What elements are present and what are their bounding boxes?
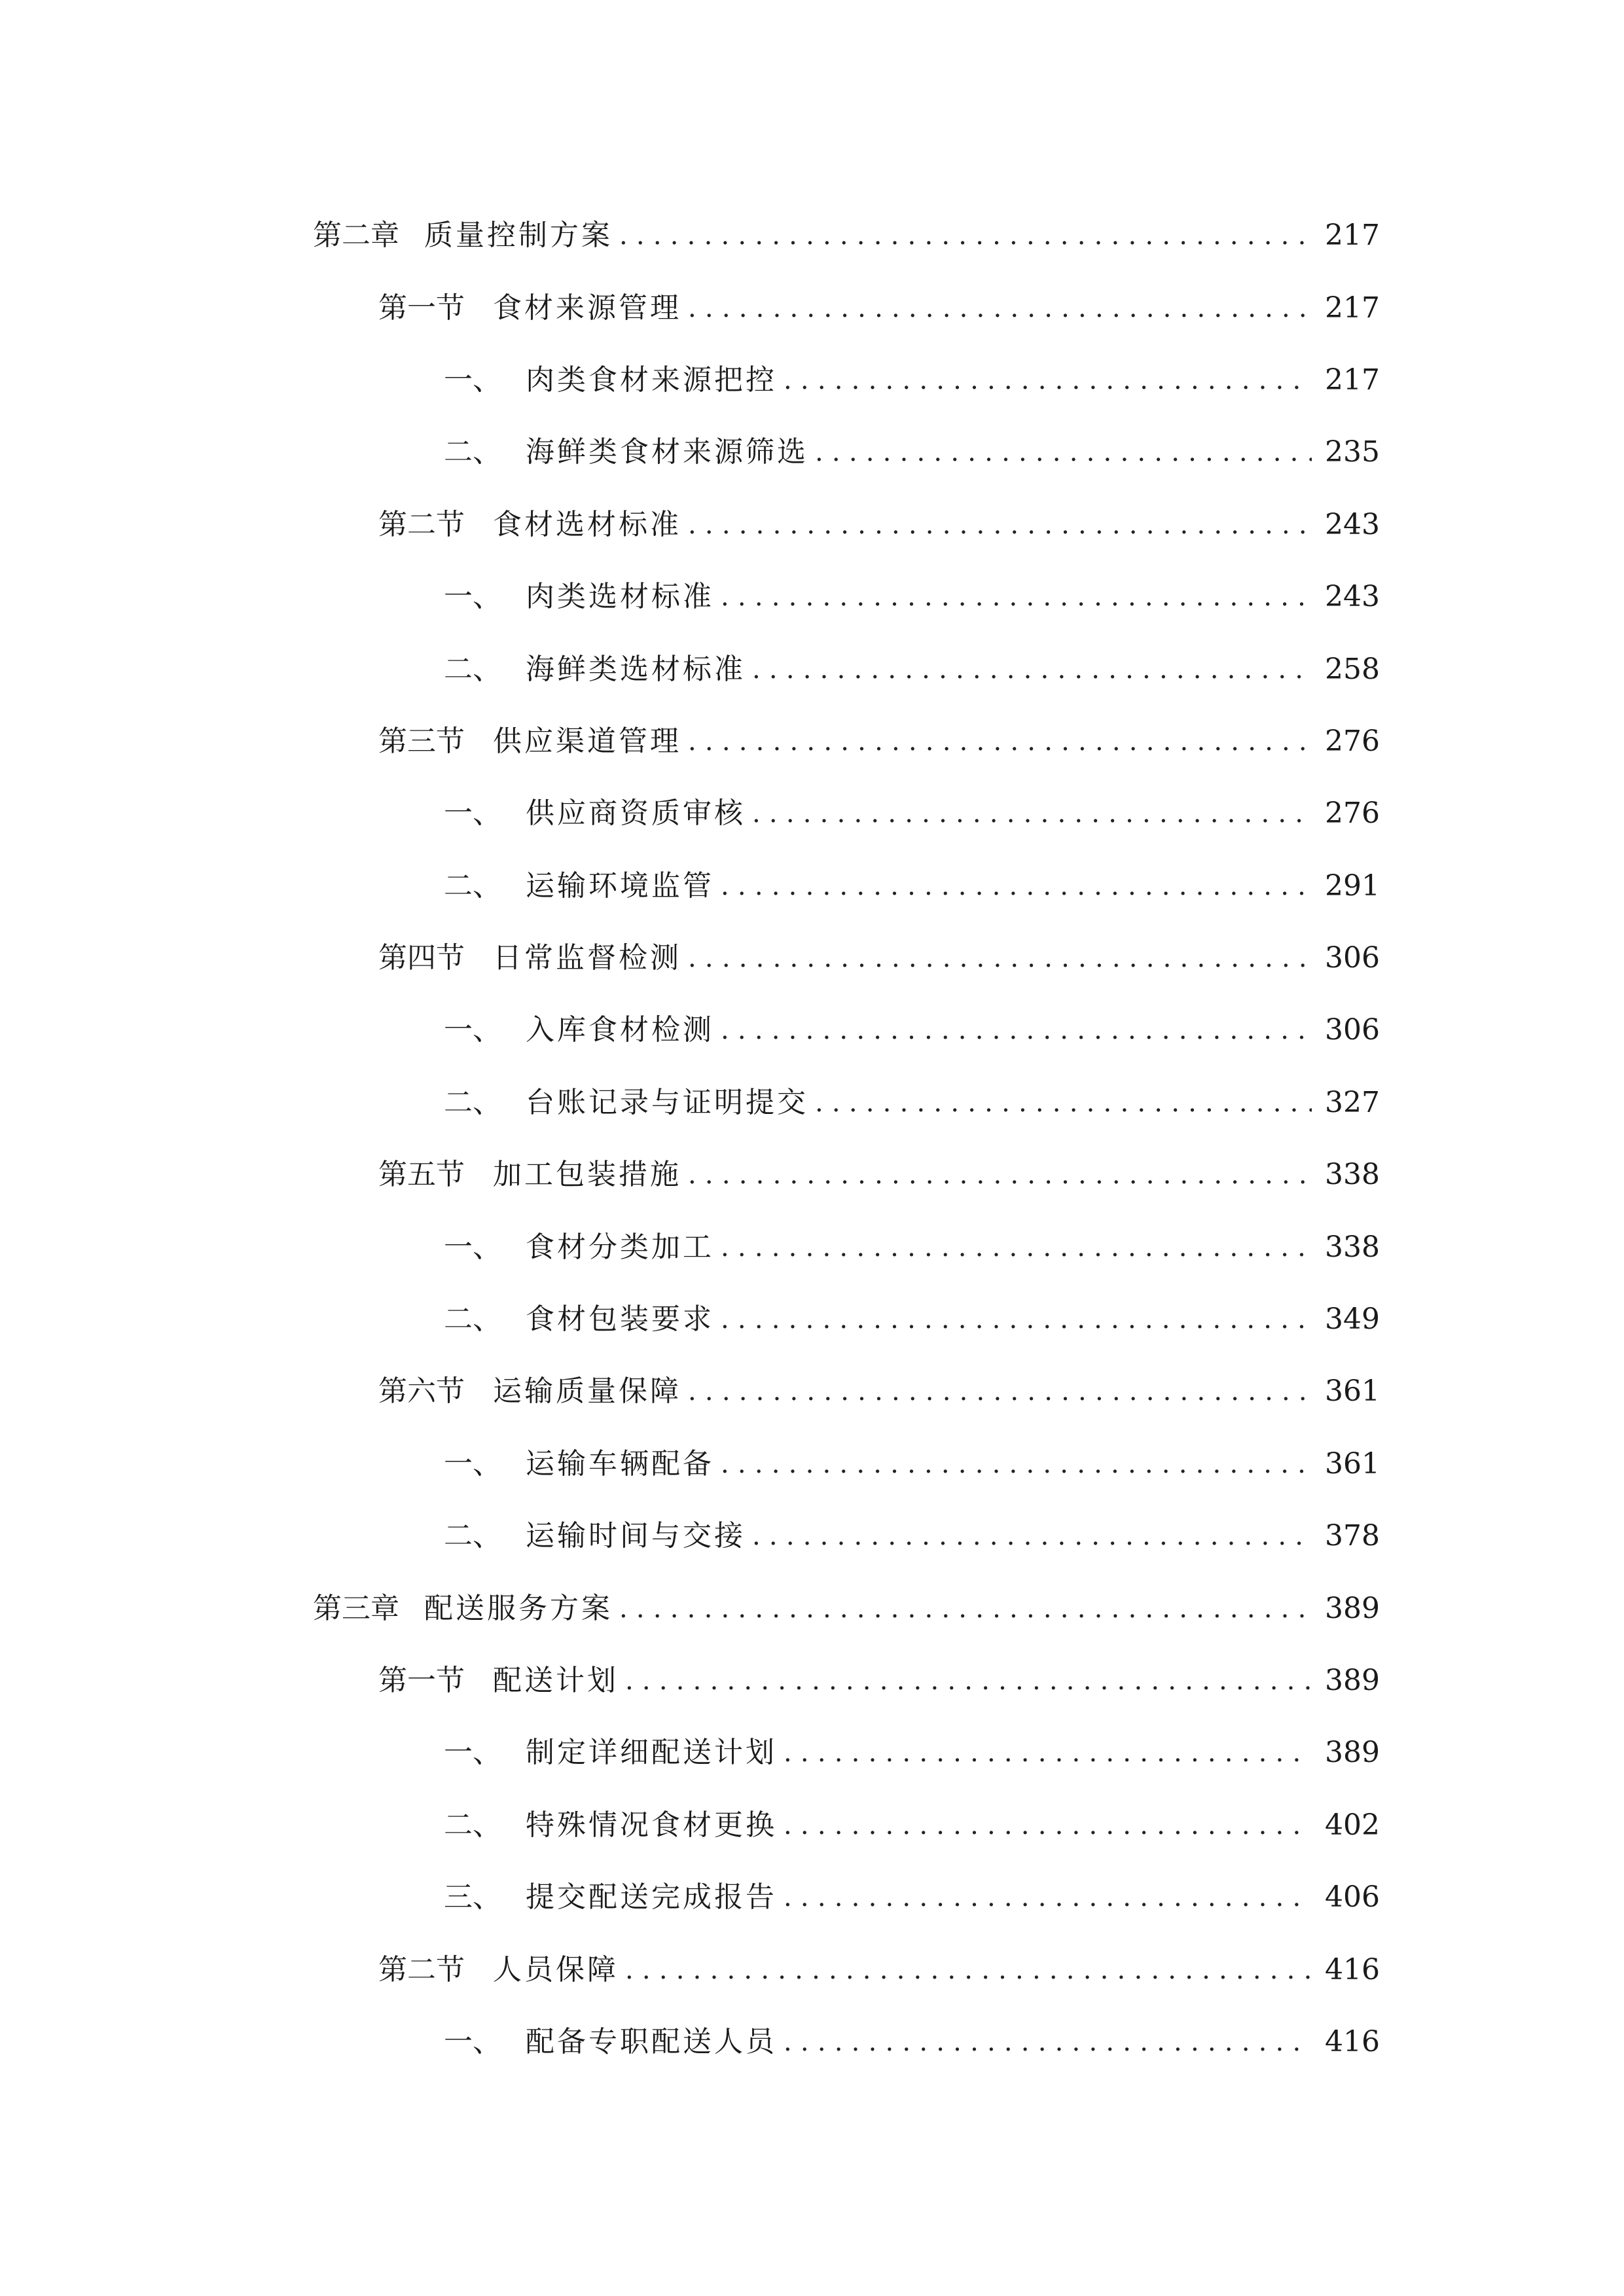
- toc-entry-page: 306: [1325, 1013, 1380, 1047]
- toc-entry-subsection[interactable]: [313, 344, 1380, 416]
- toc-entry-subsection[interactable]: [313, 1789, 1380, 1861]
- toc-entry-title: 提交配送完成报告: [526, 1880, 777, 1914]
- toc-entry-number: 第二节: [378, 507, 465, 541]
- toc-entry-title: 食材分类加工: [526, 1230, 714, 1264]
- toc-entry-chapter[interactable]: [313, 1572, 1380, 1644]
- dot-leader: [784, 1740, 1312, 1766]
- dot-leader: [625, 1668, 1312, 1694]
- toc-entry-page: 361: [1325, 1446, 1380, 1480]
- toc-entry-number: 第二章: [313, 219, 399, 253]
- toc-entry-subsection[interactable]: [313, 416, 1380, 488]
- toc-entry-subsection[interactable]: [313, 1067, 1380, 1139]
- toc-entry-number: 二、: [444, 652, 501, 686]
- toc-entry-number: 二、: [444, 1519, 501, 1553]
- toc-entry-title: 特殊情况食材更换: [526, 1808, 777, 1842]
- toc-entry-page: 338: [1325, 1158, 1380, 1192]
- toc-entry-page: 217: [1325, 291, 1380, 325]
- toc-entry-title: 配送服务方案: [424, 1591, 613, 1625]
- dot-leader: [721, 1234, 1312, 1261]
- toc-entry-page: 217: [1325, 219, 1380, 253]
- dot-leader: [688, 295, 1312, 321]
- dot-leader: [752, 800, 1312, 827]
- toc-entry-page: 243: [1325, 507, 1380, 541]
- toc-entry-subsection[interactable]: [313, 633, 1380, 705]
- toc-entry-number: 一、: [444, 363, 501, 397]
- dot-leader: [688, 945, 1312, 971]
- toc-entry-page: 406: [1325, 1880, 1380, 1914]
- dot-leader: [752, 656, 1312, 683]
- dot-leader: [625, 1957, 1312, 1983]
- toc-entry-title: 运输时间与交接: [526, 1519, 746, 1553]
- toc-entry-number: 第二节: [378, 1952, 465, 1986]
- toc-entry-subsection[interactable]: [313, 850, 1380, 922]
- toc-entry-number: 第三节: [378, 724, 465, 758]
- toc-entry-subsection[interactable]: [313, 1428, 1380, 1500]
- toc-entry-page: 389: [1325, 1736, 1380, 1770]
- toc-entry-title: 加工包装措施: [493, 1158, 681, 1192]
- dot-leader: [688, 512, 1312, 538]
- toc-entry-page: 235: [1325, 435, 1380, 469]
- toc-entry-subsection[interactable]: [313, 2006, 1380, 2078]
- toc-entry-number: 第三章: [313, 1591, 399, 1625]
- toc-entry-page: 306: [1325, 941, 1380, 975]
- toc-entry-subsection[interactable]: [313, 1717, 1380, 1789]
- dot-leader: [688, 728, 1312, 755]
- toc-entry-title: 运输质量保障: [493, 1374, 681, 1408]
- toc-entry-title: 配送计划: [493, 1664, 619, 1697]
- toc-entry-title: 运输环境监管: [526, 869, 714, 903]
- toc-entry-number: 一、: [444, 797, 501, 831]
- toc-entry-subsection[interactable]: [313, 561, 1380, 633]
- toc-entry-subsection[interactable]: [313, 1283, 1380, 1355]
- toc-entry-subsection[interactable]: [313, 1211, 1380, 1283]
- toc-entry-subsection[interactable]: [313, 1500, 1380, 1572]
- table-of-contents: [313, 200, 1380, 2078]
- toc-entry-title: 食材来源管理: [493, 291, 681, 325]
- toc-entry-section[interactable]: [313, 489, 1380, 561]
- toc-entry-section[interactable]: [313, 1355, 1380, 1427]
- toc-entry-title: 食材包装要求: [526, 1302, 714, 1336]
- toc-entry-number: 一、: [444, 2024, 501, 2058]
- toc-entry-section[interactable]: [313, 706, 1380, 778]
- toc-entry-page: 258: [1325, 652, 1380, 686]
- toc-entry-chapter[interactable]: [313, 200, 1380, 272]
- toc-entry-number: 二、: [444, 1808, 501, 1842]
- toc-entry-title: 台账记录与证明提交: [526, 1085, 808, 1119]
- toc-entry-title: 食材选材标准: [493, 507, 681, 541]
- dot-leader: [619, 1596, 1312, 1622]
- dot-leader: [784, 1812, 1312, 1839]
- toc-entry-section[interactable]: [313, 1139, 1380, 1211]
- dot-leader: [688, 1162, 1312, 1188]
- toc-entry-number: 第五节: [378, 1158, 465, 1192]
- dot-leader: [784, 2029, 1312, 2055]
- toc-entry-section[interactable]: [313, 1645, 1380, 1717]
- toc-entry-subsection[interactable]: [313, 994, 1380, 1066]
- dot-leader: [752, 1523, 1312, 1549]
- toc-entry-page: 416: [1325, 2024, 1380, 2058]
- toc-entry-page: 378: [1325, 1519, 1380, 1553]
- toc-entry-section[interactable]: [313, 272, 1380, 344]
- toc-entry-title: 肉类食材来源把控: [526, 363, 777, 397]
- dot-leader: [721, 1017, 1312, 1043]
- toc-entry-page: 276: [1325, 797, 1380, 831]
- toc-entry-number: 二、: [444, 435, 501, 469]
- dot-leader: [815, 439, 1312, 465]
- toc-entry-number: 第六节: [378, 1374, 465, 1408]
- toc-entry-number: 一、: [444, 1230, 501, 1264]
- toc-entry-number: 三、: [444, 1880, 501, 1914]
- toc-entry-number: 二、: [444, 869, 501, 903]
- dot-leader: [619, 223, 1312, 249]
- toc-entry-number: 二、: [444, 1085, 501, 1119]
- toc-entry-page: 361: [1325, 1374, 1380, 1408]
- toc-entry-title: 运输车辆配备: [526, 1446, 714, 1480]
- toc-entry-title: 质量控制方案: [424, 219, 613, 253]
- toc-entry-title: 制定详细配送计划: [526, 1736, 777, 1770]
- toc-entry-number: 第一节: [378, 1664, 465, 1697]
- toc-entry-number: 一、: [444, 1446, 501, 1480]
- toc-entry-title: 海鲜类食材来源筛选: [526, 435, 808, 469]
- toc-entry-section[interactable]: [313, 922, 1380, 994]
- toc-entry-title: 供应商资质审核: [526, 797, 746, 831]
- toc-entry-page: 291: [1325, 869, 1380, 903]
- toc-entry-page: 389: [1325, 1591, 1380, 1625]
- toc-entry-subsection[interactable]: [313, 778, 1380, 850]
- toc-entry-title: 供应渠道管理: [493, 724, 681, 758]
- toc-entry-page: 338: [1325, 1230, 1380, 1264]
- dot-leader: [688, 1378, 1312, 1405]
- toc-entry-page: 327: [1325, 1085, 1380, 1119]
- toc-entry-number: 一、: [444, 580, 501, 614]
- toc-entry-page: 217: [1325, 363, 1380, 397]
- toc-entry-number: 第四节: [378, 941, 465, 975]
- toc-entry-number: 第一节: [378, 291, 465, 325]
- toc-entry-section[interactable]: [313, 1933, 1380, 2005]
- toc-entry-title: 日常监督检测: [493, 941, 681, 975]
- toc-entry-page: 389: [1325, 1664, 1380, 1697]
- toc-entry-title: 海鲜类选材标准: [526, 652, 746, 686]
- toc-entry-number: 一、: [444, 1736, 501, 1770]
- dot-leader: [815, 1090, 1312, 1116]
- toc-entry-page: 402: [1325, 1808, 1380, 1842]
- toc-entry-title: 人员保障: [493, 1952, 619, 1986]
- toc-entry-title: 入库食材检测: [526, 1013, 714, 1047]
- dot-leader: [721, 584, 1312, 610]
- toc-entry-number: 一、: [444, 1013, 501, 1047]
- toc-entry-title: 肉类选材标准: [526, 580, 714, 614]
- dot-leader: [721, 873, 1312, 899]
- toc-entry-number: 二、: [444, 1302, 501, 1336]
- toc-entry-title: 配备专职配送人员: [526, 2024, 777, 2058]
- toc-entry-page: 349: [1325, 1302, 1380, 1336]
- toc-entry-subsection[interactable]: [313, 1861, 1380, 1933]
- dot-leader: [721, 1306, 1312, 1333]
- toc-entry-page: 276: [1325, 724, 1380, 758]
- toc-entry-page: 416: [1325, 1952, 1380, 1986]
- dot-leader: [784, 367, 1312, 393]
- dot-leader: [721, 1451, 1312, 1477]
- dot-leader: [784, 1884, 1312, 1910]
- toc-entry-page: 243: [1325, 580, 1380, 614]
